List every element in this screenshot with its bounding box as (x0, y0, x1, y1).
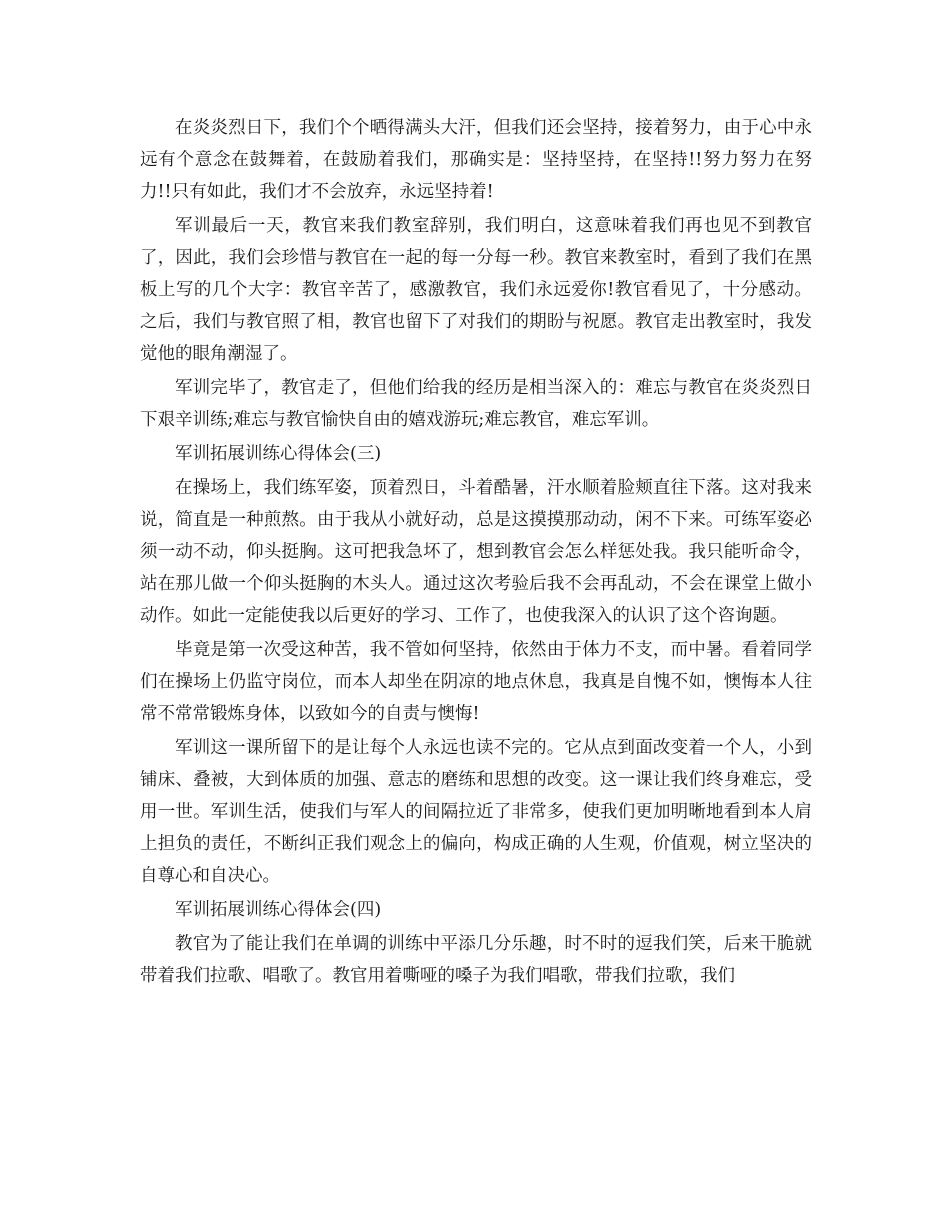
section-heading-3: 军训拓展训练心得体会(三) (175, 444, 382, 464)
paragraph-6: 军训这一课所留下的是让每个人永远也读不完的。它从点到面改变着一个人，小到铺床、叠被，大到体质的加强、意志的磨练和思想的改变。这一课让我们终身难忘，受用一世。军训生活，使我们与军人的间隔拉近了非常多，使我们更加明晰地看到本人肩上担负的责任，不断纠正我们观念上的偏向，构成正确的人生观，价值观，树立坚决的自尊心和自决心。 (140, 738, 812, 886)
paragraph-4: 在操场上，我们练军姿，顶着烈日，斗着酷暑，汗水顺着脸颊直往下落。这对我来说，简直是一种煎熬。由于我从小就好动，总是这摸摸那动动，闲不下来。可练军姿必须一动不动，仰头挺胸。这可把我急坏了，想到教官会怎么样惩处我。我只能听命令，站在那儿做一个仰头挺胸的木头人。通过这次考验后我不会再乱动，不会在课堂上做小动作。如此一定能使我以后更好的学习、工作了，也使我深入的认识了这个咨询题。 (140, 478, 812, 626)
paragraph-5: 毕竟是第一次受这种苦，我不管如何坚持，依然由于体力不支，而中暑。看着同学们在操场上仍监守岗位，而本人却坐在阴凉的地点休息，我真是自愧不如，懊悔本人往常不常常锻炼身体，以致如今的自责与懊悔! (140, 640, 812, 724)
paragraph-2: 军训最后一天，教官来我们教室辞别，我们明白，这意味着我们再也见不到教官了，因此，我们会珍惜与教官在一起的每一分每一秒。教官来教室时，看到了我们在黑板上写的几个大字：教官辛苦了，感激教官，我们永远爱你!教官看见了，十分感动。之后，我们与教官照了相，教官也留下了对我们的期盼与祝愿。教官走出教室时，我发觉他的眼角潮湿了。 (140, 216, 812, 364)
paragraph-3: 军训完毕了，教官走了，但他们给我的经历是相当深入的：难忘与教官在炎炎烈日下艰辛训练;难忘与教官愉快自由的嬉戏游玩;难忘教官，难忘军训。 (140, 378, 812, 430)
section-heading-4: 军训拓展训练心得体会(四) (175, 900, 382, 920)
document-page (140, 112, 812, 994)
paragraph-1: 在炎炎烈日下，我们个个晒得满头大汗，但我们还会坚持，接着努力，由于心中永远有个意念在鼓舞着，在鼓励着我们，那确实是：坚持坚持，在坚持!!努力努力在努力!!只有如此，我们才不会放弃，永远坚持着! (140, 118, 812, 202)
paragraph-7: 教官为了能让我们在单调的训练中平添几分乐趣，时不时的逗我们笑，后来干脆就带着我们拉歌、唱歌了。教官用着嘶哑的嗓子为我们唱歌，带我们拉歌，我们 (140, 934, 812, 986)
